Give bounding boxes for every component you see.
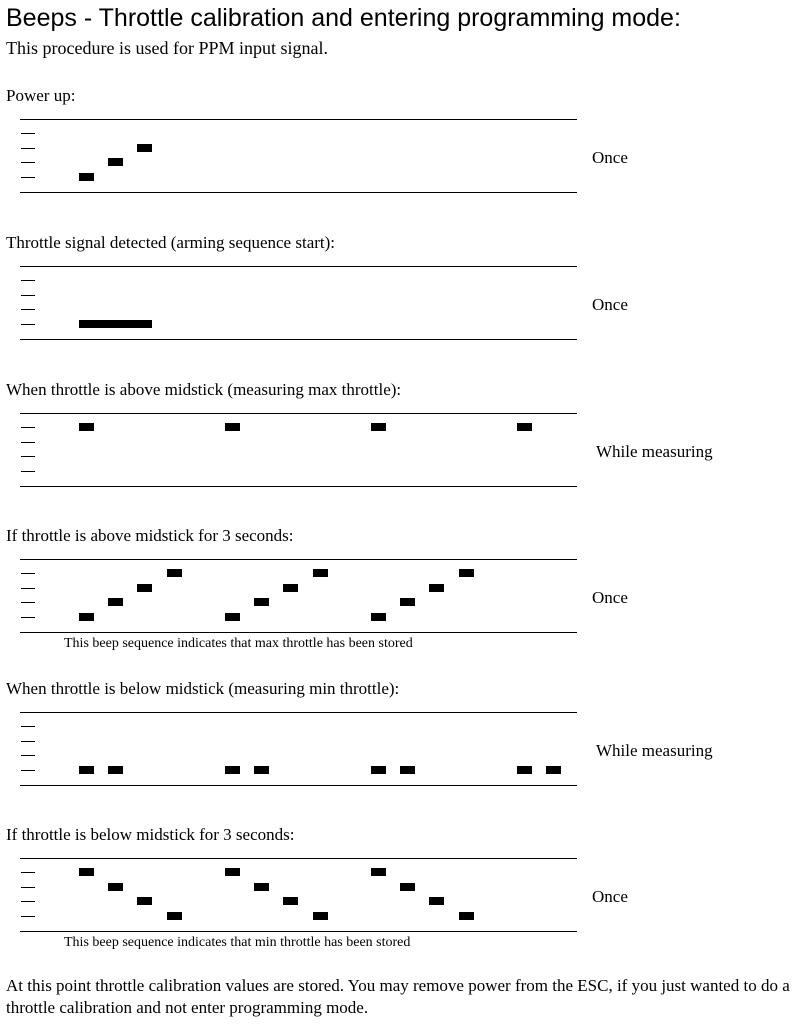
beep-mark — [108, 598, 123, 606]
beep-mark — [254, 766, 269, 774]
beep-mark — [371, 868, 386, 876]
beep-mark — [400, 883, 415, 891]
section-label: If throttle is above midstick for 3 seconds: — [6, 526, 294, 545]
beep-mark — [459, 569, 474, 577]
level-tick — [21, 456, 35, 457]
beep-mark — [167, 569, 182, 577]
level-tick — [21, 133, 35, 134]
diagram-bottom-line — [20, 785, 577, 786]
beep-mark — [400, 598, 415, 606]
section-label: If throttle is below midstick for 3 seconds: — [6, 825, 295, 844]
beep-mark — [283, 584, 298, 592]
level-tick — [21, 471, 35, 472]
page-title: Beeps - Throttle calibration and entering programming mode: — [6, 4, 681, 32]
diagram-bottom-line — [20, 486, 577, 487]
beep-mark — [225, 613, 240, 621]
beep-mark — [429, 897, 444, 905]
level-tick — [21, 588, 35, 589]
level-tick — [21, 162, 35, 163]
beep-mark — [225, 868, 240, 876]
beep-mark — [225, 766, 240, 774]
beep-mark — [313, 912, 328, 920]
level-tick — [21, 309, 35, 310]
diagram-bottom-line — [20, 931, 577, 932]
beep-mark — [137, 584, 152, 592]
beep-mark — [371, 766, 386, 774]
section-label: When throttle is below midstick (measuring min throttle): — [6, 679, 400, 698]
beep-mark — [79, 613, 94, 621]
level-tick — [21, 901, 35, 902]
section-status: Once — [592, 148, 628, 167]
section-label: When throttle is above midstick (measuring max throttle): — [6, 380, 402, 399]
diagram-top-line — [20, 712, 577, 713]
beep-mark — [400, 766, 415, 774]
level-tick — [21, 770, 35, 771]
level-tick — [21, 726, 35, 727]
section-status: While measuring — [596, 442, 713, 461]
beep-mark — [459, 912, 474, 920]
level-tick — [21, 602, 35, 603]
level-tick — [21, 916, 35, 917]
level-tick — [21, 148, 35, 149]
diagram-bottom-line — [20, 192, 577, 193]
beep-mark — [79, 868, 94, 876]
level-tick — [21, 887, 35, 888]
beep-mark — [254, 598, 269, 606]
level-tick — [21, 324, 35, 325]
level-tick — [21, 442, 35, 443]
diagram-top-line — [20, 266, 577, 267]
beep-mark — [108, 158, 123, 166]
beep-mark — [313, 569, 328, 577]
beep-mark — [137, 897, 152, 905]
level-tick — [21, 280, 35, 281]
section-caption: This beep sequence indicates that min throttle has been stored — [64, 935, 411, 950]
beep-mark — [79, 423, 94, 431]
level-tick — [21, 427, 35, 428]
beep-mark — [371, 613, 386, 621]
beep-mark — [517, 766, 532, 774]
beep-mark — [79, 173, 94, 181]
diagram-bottom-line — [20, 632, 577, 633]
section-status: Once — [592, 295, 628, 314]
level-tick — [21, 617, 35, 618]
level-tick — [21, 755, 35, 756]
beep-mark — [79, 766, 94, 774]
section-status: Once — [592, 588, 628, 607]
diagram-top-line — [20, 119, 577, 120]
beep-mark — [108, 766, 123, 774]
beep-mark — [283, 897, 298, 905]
level-tick — [21, 573, 35, 574]
beep-mark — [517, 423, 532, 431]
beep-mark — [546, 766, 561, 774]
section-status: Once — [592, 887, 628, 906]
level-tick — [21, 872, 35, 873]
section-caption: This beep sequence indicates that max throttle has been stored — [64, 636, 413, 651]
footer-text: At this point throttle calibration values are stored. You may remove power from the ESC, if you just wanted to do a throttle calibration and not enter programming mode. — [6, 976, 790, 1017]
diagram-top-line — [20, 413, 577, 414]
section-label: Power up: — [6, 86, 76, 105]
diagram-top-line — [20, 858, 577, 859]
section-label: Throttle signal detected (arming sequence start): — [6, 233, 336, 252]
diagram-top-line — [20, 559, 577, 560]
level-tick — [21, 177, 35, 178]
intro-text: This procedure is used for PPM input signal. — [6, 38, 328, 58]
beep-mark — [254, 883, 269, 891]
beep-mark — [137, 144, 152, 152]
beep-mark — [429, 584, 444, 592]
level-tick — [21, 295, 35, 296]
beep-mark — [79, 320, 152, 328]
section-status: While measuring — [596, 741, 713, 760]
beep-mark — [108, 883, 123, 891]
beep-mark — [371, 423, 386, 431]
level-tick — [21, 741, 35, 742]
diagram-bottom-line — [20, 339, 577, 340]
beep-mark — [225, 423, 240, 431]
beep-mark — [167, 912, 182, 920]
